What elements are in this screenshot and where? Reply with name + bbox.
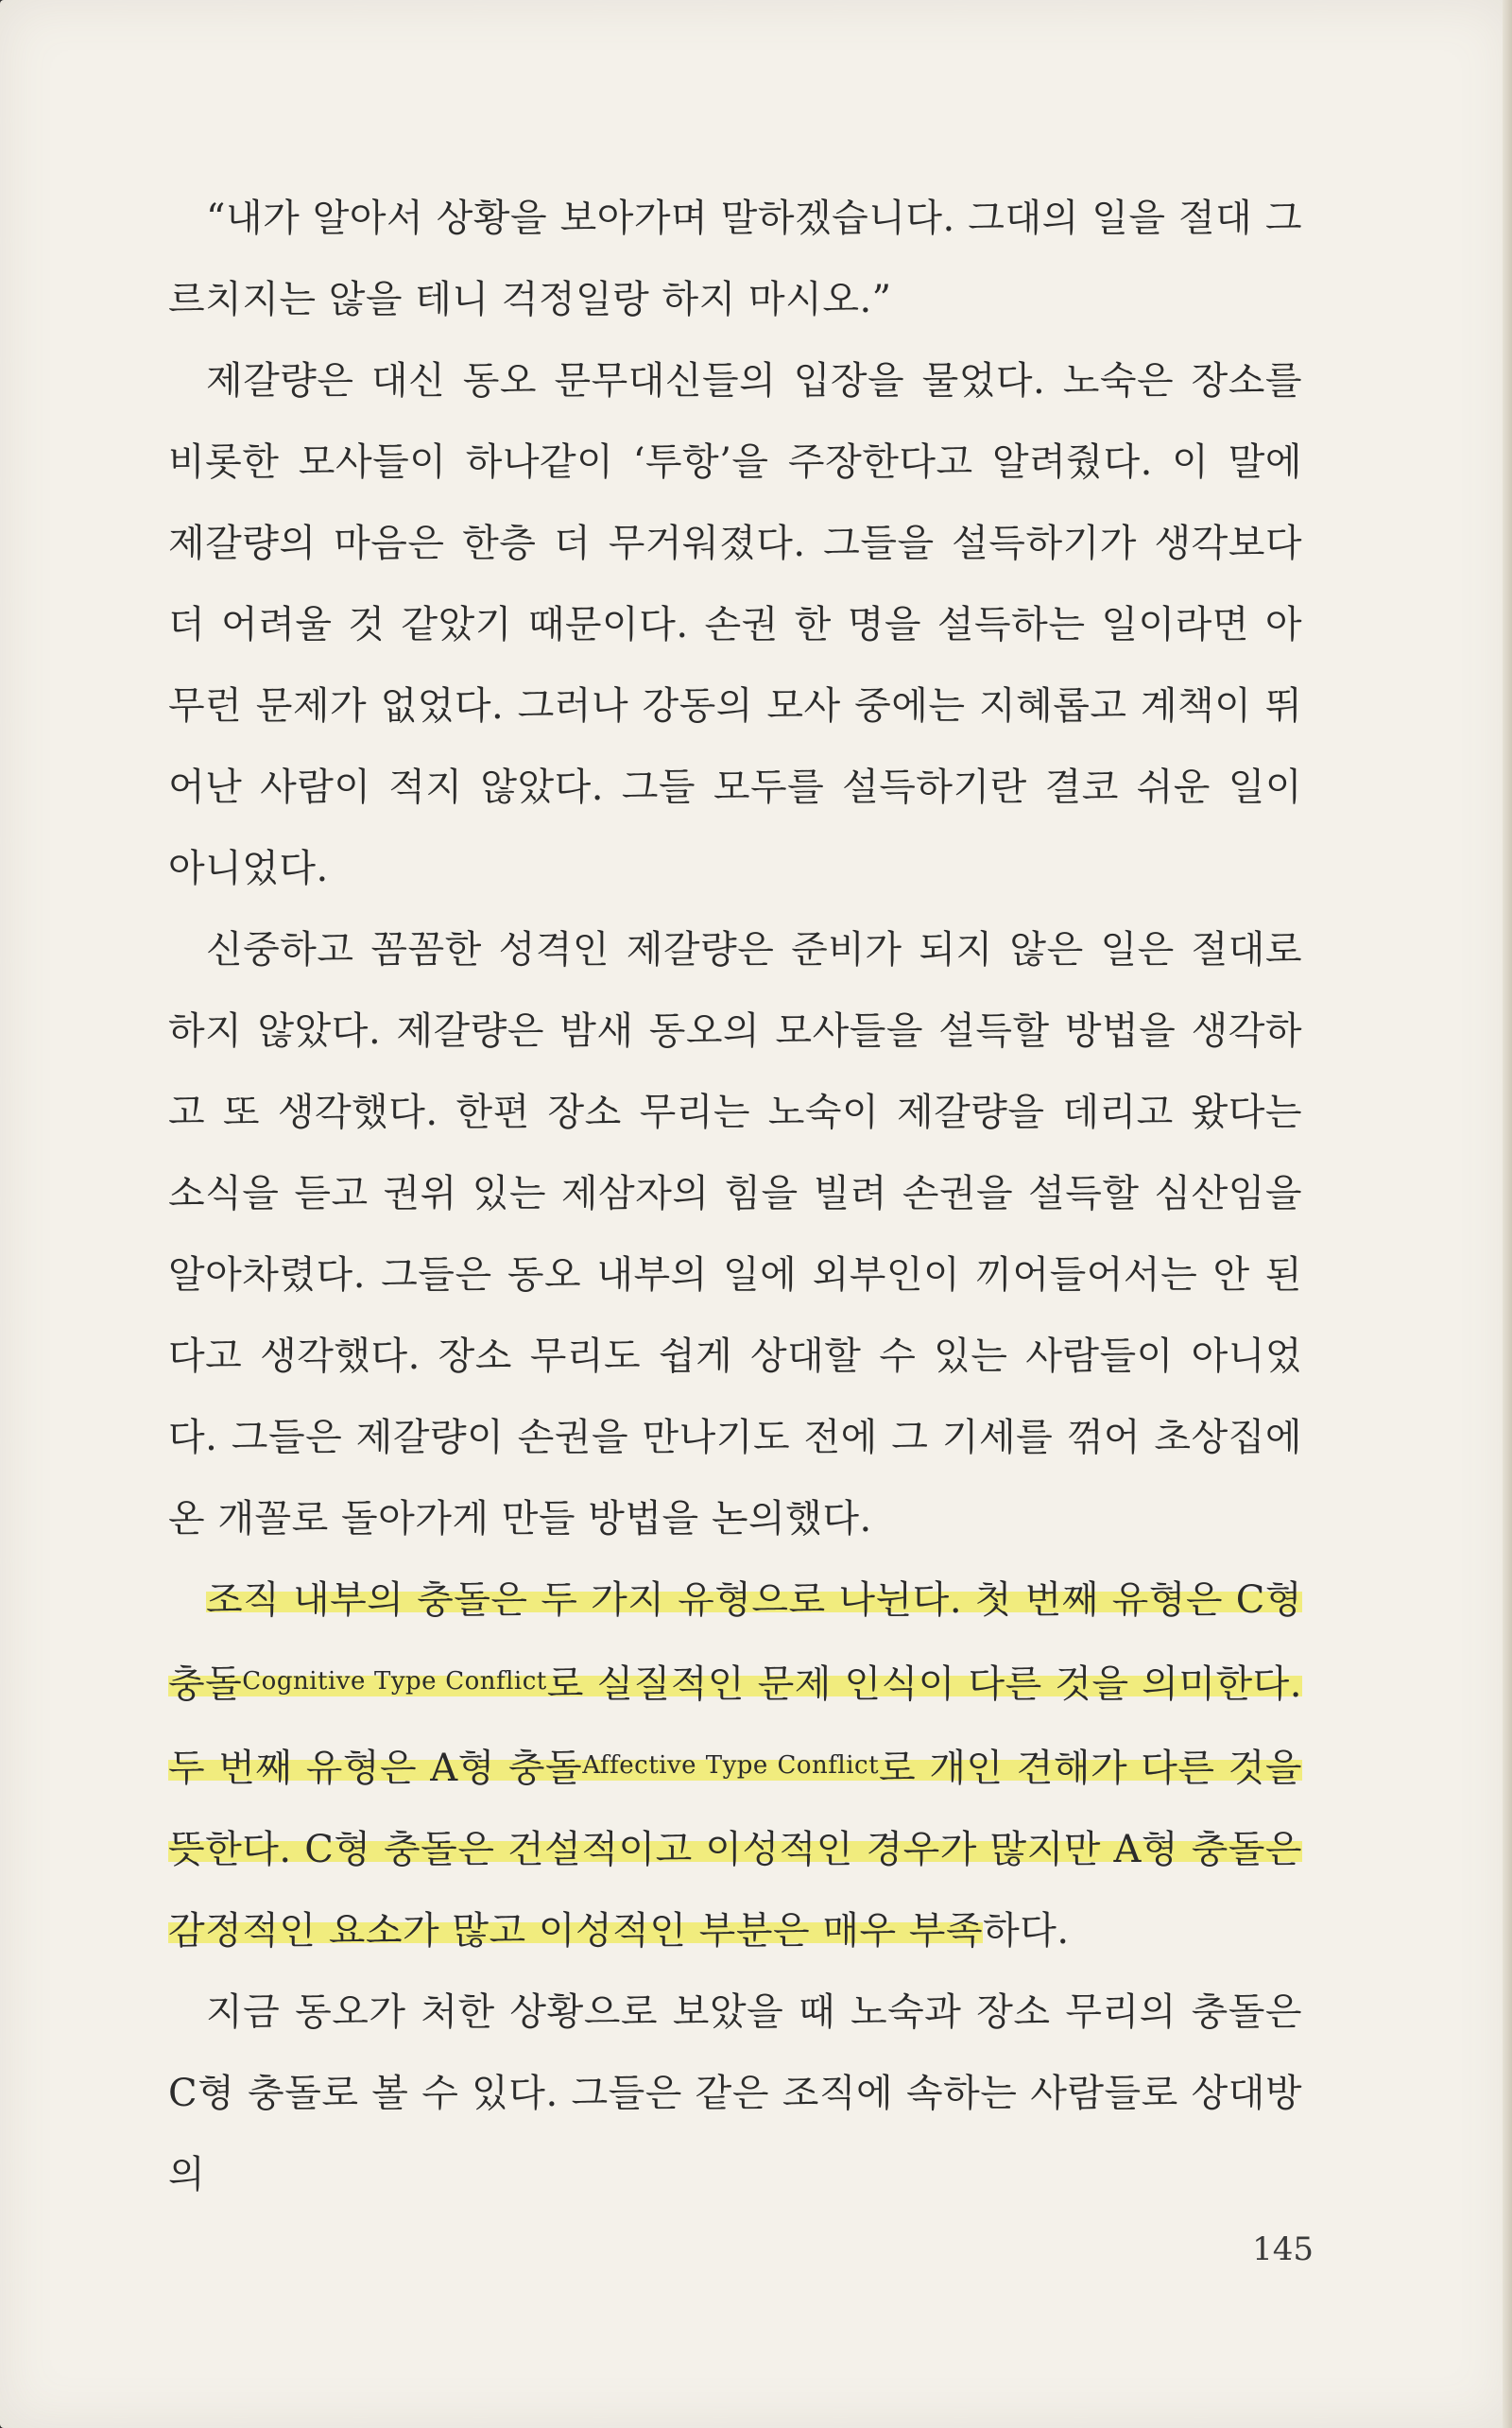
paragraph-highlighted xyxy=(168,1559,1302,1972)
highlight-seg-2: 로 실질적인 문제 인식이 다른 것을 의미한다. 두 번째 유형은 A형 충돌 xyxy=(168,1662,1302,1790)
highlight-seg-1: 조직 내부의 충돌은 두 가지 유형으로 나뉜다. 첫 번째 유형은 C형 충돌 xyxy=(168,1578,1302,1706)
unhighlighted-seg: 하다. xyxy=(983,1909,1070,1953)
highlighted-text xyxy=(168,1578,1302,1953)
page-edge xyxy=(1503,0,1512,2428)
paragraph-5: 지금 동오가 처한 상황으로 보았을 때 노숙과 장소 무리의 충돌은 C형 충돌로 볼 수 있다. 그들은 같은 조직에 속하는 사람들로 상대방의 xyxy=(168,1990,1302,2196)
english-term-cognitive: Cognitive Type Conflict xyxy=(242,1667,547,1696)
highlight-seg-3: 로 개인 견해가 다른 것을 뜻한다. C형 충돌은 건설적이고 이성적인 경우가 많지만 A형 충돌은 감정적인 요소가 많고 이성적인 부분은 매우 부족 xyxy=(168,1747,1302,1953)
paragraph-2: 제갈량은 대신 동오 문무대신들의 입장을 물었다. 노숙은 장소를 비롯한 모사들이 하나같이 ‘투항’을 주장한다고 알려줬다. 이 말에 제갈량의 마음은 한층 더 무거워졌다. 그들을 설득하기가 생각보다 더 어려울 것 같았기 때문이다. 손권 한 명을 설득하는 일이라면 아무런 문제가 없었다. 그러나 강동의 모사 중에는 지혜롭고 계책이 뛰어난 사람이 적지 않았다. 그들 모두를 설득하기란 결코 쉬운 일이 아니었다. xyxy=(168,359,1302,890)
paragraph-3: 신중하고 꼼꼼한 성격인 제갈량은 준비가 되지 않은 일은 절대로 하지 않았다. 제갈량은 밤새 동오의 모사들을 설득할 방법을 생각하고 또 생각했다. 한편 장소 무리는 노숙이 제갈량을 데리고 왔다는 소식을 듣고 권위 있는 제삼자의 힘을 빌려 손권을 설득할 심산임을 알아차렸다. 그들은 동오 내부의 일에 외부인이 끼어들어서는 안 된다고 생각했다. 장소 무리도 쉽게 상대할 수 있는 사람들이 아니었다. 그들은 제갈량이 손권을 만나기도 전에 그 기세를 꺾어 초상집에 온 개꼴로 돌아가게 만들 방법을 논의했다. xyxy=(168,928,1302,1541)
paragraph-quote: “내가 알아서 상황을 보아가며 말하겠습니다. 그대의 일을 절대 그르치지는 않을 테니 걱정일랑 하지 마시오.” xyxy=(168,197,1302,321)
english-term-affective: Affective Type Conflict xyxy=(582,1751,880,1780)
page-number: 145 xyxy=(1252,2230,1314,2268)
body-text xyxy=(168,178,1302,2215)
